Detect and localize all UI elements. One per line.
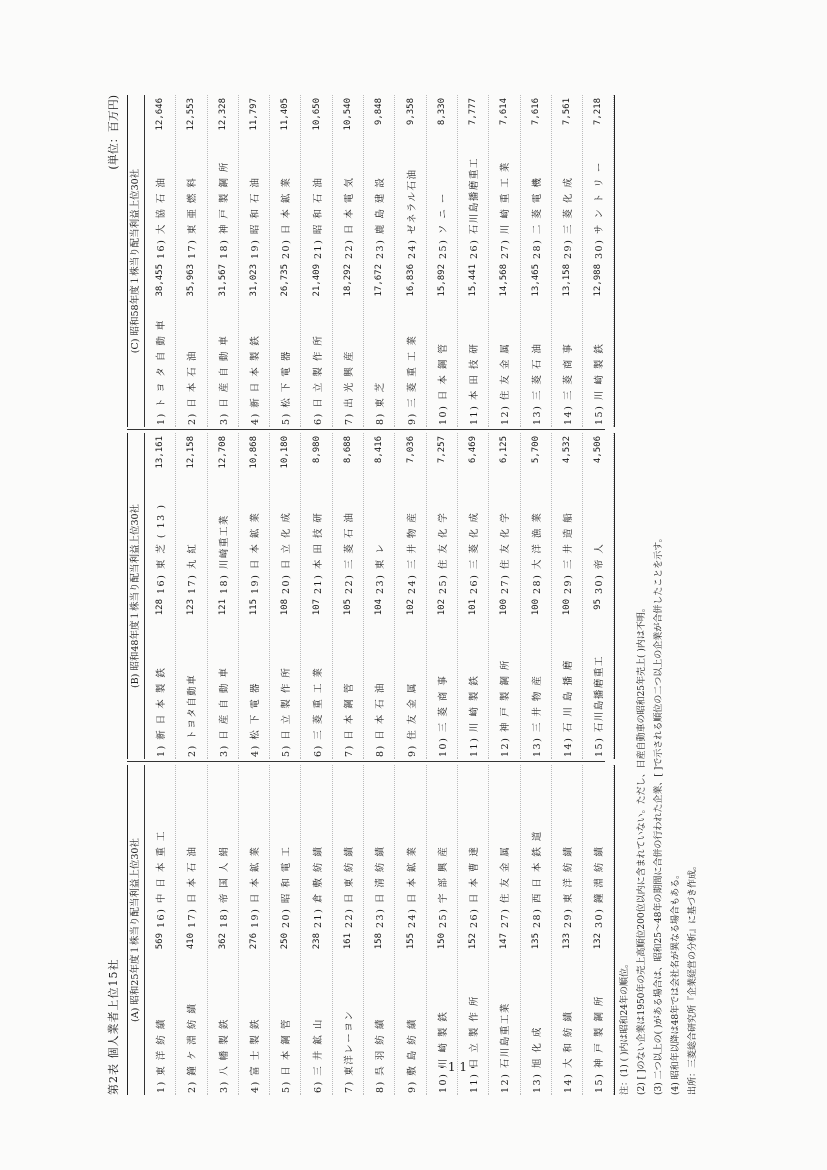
table-row (301, 433, 332, 759)
company-name: 1) ト ヨ タ 自 動 車 (156, 319, 168, 425)
table-row (395, 433, 426, 759)
company-name: 25) 住 友 化 学 (437, 511, 449, 594)
table-row (583, 433, 614, 759)
table-row (395, 95, 426, 427)
table-row (176, 433, 207, 759)
company-name: 5) 松 下 電 器 (281, 350, 293, 425)
company-name: 28) 大 洋 漁 業 (531, 511, 543, 594)
panel-header: (C) 昭和58年度１株当り配当利益上位30社 (128, 95, 145, 427)
table-row (239, 765, 270, 1095)
value: 11,405 (280, 98, 291, 131)
value: 12,988 (593, 264, 604, 297)
company-name: 15) 川 崎 製 鉄 (594, 342, 606, 425)
value: 18,292 (342, 264, 353, 297)
value: 100 (499, 599, 510, 616)
company-name: 11) 本 田 技 研 (469, 342, 481, 425)
company-name: 11) 日 立 製 作 所 (469, 995, 481, 1093)
value: 7,616 (530, 98, 541, 126)
value: 5,700 (530, 436, 541, 464)
value: 362 (217, 933, 228, 950)
table-row (521, 433, 552, 759)
value: 152 (468, 933, 479, 950)
company-name: 14) 石 川 島 播 磨 (563, 659, 574, 757)
table-row (239, 433, 270, 759)
company-name: 6) 日 立 製 作 所 (312, 334, 324, 425)
table-row (489, 765, 520, 1095)
value: 102 (436, 599, 447, 616)
company-name: 5) 日 立 製 作 所 (281, 666, 293, 757)
value: 13,158 (562, 264, 572, 297)
value: 155 (405, 933, 416, 950)
footnote: (2) [ ]のない企業は1950年の売上高順位200位以内に含まれていない。ただし、日産自動車の昭和25年売上( )内は不明。 (637, 603, 647, 1095)
company-name: 4) 新 日 本 製 鉄 (250, 334, 262, 425)
table-row (458, 433, 489, 759)
value: 6,469 (468, 436, 479, 464)
value: 4,532 (562, 436, 572, 464)
company-name: 2) 鐘 ケ 淵 紡 績 (187, 1002, 199, 1093)
company-name: 10) 三 菱 商 事 (437, 674, 449, 757)
company-name: 18) 神 戸 製 鋼 所 (218, 161, 230, 259)
panel-header: (B) 昭和48年度１株当り配当利益上位30社 (128, 433, 145, 759)
company-name: 26) 三 菱 化 成 (469, 511, 481, 594)
table-row (270, 765, 301, 1095)
value: 132 (593, 933, 604, 950)
value: 12,553 (186, 98, 197, 131)
value: 15,441 (468, 264, 479, 297)
value: 8,330 (436, 98, 447, 126)
company-name: 21) 昭 和 石 油 (312, 176, 324, 259)
value: 12,158 (186, 436, 197, 469)
table-row (270, 95, 301, 427)
value: 12,328 (217, 98, 228, 131)
company-name: 30) 鐘 淵 紡 績 (594, 845, 606, 928)
company-name: 18) 川崎重工業 (218, 514, 230, 594)
table-row (364, 433, 395, 759)
value: 14,568 (499, 264, 510, 297)
unit-label: (単位：百万円) (107, 95, 120, 170)
value: 95 (593, 599, 604, 610)
table-row (145, 433, 176, 759)
value: 7,257 (436, 436, 447, 464)
table-row (489, 433, 520, 759)
company-name: 28) 西 日 本 鉄 道 (531, 830, 543, 928)
value: 7,777 (468, 98, 479, 126)
company-name: 4) 松 下 電 器 (250, 682, 262, 757)
company-name: 21) 本 田 技 研 (312, 511, 324, 594)
value: 102 (405, 599, 416, 616)
company-name: 30) サ ン ト リ ー (594, 161, 606, 259)
company-name: 17) 東 亜 燃 料 (187, 176, 199, 259)
value: 26,735 (280, 264, 291, 297)
table-row (145, 765, 176, 1095)
value: 250 (280, 933, 291, 950)
company-name: 8) 日 本 石 油 (375, 682, 387, 757)
table-row (176, 95, 207, 427)
value: 10,540 (342, 98, 353, 131)
company-name: 1) 新 日 本 製 鉄 (156, 666, 168, 757)
table-row (552, 765, 583, 1095)
company-name: 16) 中 日 本 重 工 (156, 830, 168, 928)
value: 158 (374, 933, 385, 950)
table-row (583, 765, 614, 1095)
table-row (583, 95, 614, 427)
table-row (458, 765, 489, 1095)
value: 38,455 (155, 264, 166, 297)
company-name: 29) 三 井 造 船 (563, 511, 574, 594)
value: 135 (530, 933, 541, 950)
value: 101 (468, 599, 479, 616)
company-name: 20) 日 立 化 成 (281, 511, 293, 594)
value: 108 (280, 599, 291, 616)
table-row (364, 765, 395, 1095)
value: 8,688 (342, 436, 353, 464)
value: 21,409 (311, 264, 322, 297)
value: 31,567 (217, 264, 228, 297)
company-name: 4) 富 士 製 鉄 (250, 1018, 262, 1093)
value: 7,614 (499, 98, 510, 126)
value: 410 (186, 933, 197, 950)
value: 133 (562, 933, 572, 950)
company-name: 25) 宇 部 興 産 (437, 845, 449, 928)
company-name: 24) ゼネラル石油 (406, 168, 418, 259)
company-name: 2) トヨタ自動車 (187, 673, 199, 757)
company-name: 7) 出 光 興 産 (343, 350, 355, 425)
company-name: 27) 住 友 金 属 (500, 845, 512, 928)
value: 11,797 (249, 98, 260, 131)
panel-a (127, 765, 615, 1095)
company-name: 22) 三 菱 石 油 (343, 511, 355, 594)
company-name: 8) 東 芝 (375, 381, 387, 425)
company-name: 17) 日 本 石 油 (187, 845, 199, 928)
value: 8,416 (374, 436, 385, 464)
company-name: 18) 帝 国 人 絹 (218, 845, 230, 928)
table-row (395, 765, 426, 1095)
company-name: 23) 東 レ (375, 542, 387, 594)
value: 569 (155, 933, 166, 950)
company-name: 12) 住 友 金 属 (500, 342, 512, 425)
value: 161 (342, 933, 353, 950)
table-row (427, 433, 458, 759)
company-name: 5) 日 本 鋼 管 (281, 1018, 293, 1093)
company-name: 3) 日 産 自 動 車 (218, 666, 230, 757)
table-row (552, 95, 583, 427)
value: 8,980 (311, 436, 322, 464)
value: 12,708 (217, 436, 228, 469)
company-name: 30) 帝 人 (594, 542, 606, 594)
table-row (458, 95, 489, 427)
value: 6,125 (499, 436, 510, 464)
company-name: 23) 日 清 紡 績 (375, 845, 387, 928)
page-number: - 1 1 - (440, 1060, 475, 1074)
table-row (145, 95, 176, 427)
value: 7,218 (593, 98, 604, 126)
company-name: 3) 日 産 自 動 車 (218, 334, 230, 425)
value: 100 (562, 599, 572, 616)
value: 7,036 (405, 436, 416, 464)
company-name: 16) 東 芝 ( 13 ) (156, 503, 168, 594)
company-name: 27) 住 友 化 学 (500, 511, 512, 594)
company-name: 9) 敷 島 紡 績 (406, 1018, 418, 1093)
rotated-table-sheet (105, 95, 725, 1095)
company-name: 26) 石川島播磨重工 (469, 157, 481, 259)
company-name: 22) 日 東 紡 績 (343, 845, 355, 928)
company-name: 27) 川 崎 重 工 業 (500, 161, 512, 259)
company-name: 23) 鹿 島 建 設 (375, 176, 387, 259)
table-row (521, 95, 552, 427)
table-row (333, 433, 364, 759)
company-name: 1) 東 洋 紡 績 (156, 1018, 168, 1093)
value: 147 (499, 933, 510, 950)
company-name: 29) 三 菱 化 成 (563, 176, 574, 259)
company-name: 19) 日 本 鉱 業 (250, 511, 262, 594)
value: 31,023 (249, 264, 260, 297)
footnote: (4) 昭和年以降は48年では会社名が異なる場合もある。 (671, 869, 681, 1095)
value: 276 (249, 933, 260, 950)
value: 10,180 (280, 436, 291, 469)
company-name: 10) 川 崎 製 鉄 (437, 1010, 449, 1093)
table-row (301, 95, 332, 427)
table-row (176, 765, 207, 1095)
footnote: 注：(1) ( )内は昭和24年の順位。 (620, 959, 630, 1095)
company-name: 12) 神 戸 製 鋼 所 (500, 659, 512, 757)
table-row (208, 433, 239, 759)
table-row (489, 95, 520, 427)
value: 12,646 (155, 98, 166, 131)
value: 104 (374, 599, 385, 616)
table-row (427, 765, 458, 1095)
table-row (521, 765, 552, 1095)
value: 7,561 (562, 98, 572, 126)
company-name: 14) 大 和 紡 績 (563, 1010, 574, 1093)
company-name: 9) 三 菱 重 工 業 (406, 334, 418, 425)
value: 115 (249, 599, 260, 616)
company-name: 29) 東 洋 紡 績 (563, 845, 574, 928)
company-name: 7) 日 本 鋼 管 (343, 682, 355, 757)
footnotes (617, 533, 702, 1095)
table-row (208, 765, 239, 1095)
panel-c (127, 95, 615, 427)
company-name: 3) 八 幡 製 鉄 (218, 1018, 230, 1093)
value: 150 (436, 933, 447, 950)
company-name: 22) 日 本 電 気 (343, 176, 355, 259)
company-name: 7) 東洋レーヨン (343, 1009, 355, 1093)
value: 238 (311, 933, 322, 950)
company-name: 6) 三 井 鉱 山 (312, 1018, 324, 1093)
value: 4,506 (593, 436, 604, 464)
value: 10,868 (249, 436, 260, 469)
company-name: 13) 三 井 物 産 (531, 674, 543, 757)
company-name: 19) 昭 和 石 油 (250, 176, 262, 259)
value: 121 (217, 599, 228, 616)
column-divider (127, 429, 605, 430)
company-name: 24) 日 本 鉱 業 (406, 845, 418, 928)
company-name: 13) 三 菱 石 油 (531, 342, 543, 425)
value: 100 (530, 599, 541, 616)
value: 17,672 (374, 264, 385, 297)
company-name: 10) 日 本 鋼 管 (437, 342, 449, 425)
table-row (208, 95, 239, 427)
company-name: 13) 旭 化 成 (531, 1026, 543, 1093)
footnote: (3) 二つ以上の( )がある場合は、昭和25～48年の期間に合併の行われた企業、[ ]で示される順位の二つ以上の企業が合併したことを示す。 (654, 533, 664, 1095)
table-row (301, 765, 332, 1095)
column-divider (127, 761, 605, 762)
company-name: 8) 呉 羽 紡 績 (375, 1018, 387, 1093)
table-row (239, 95, 270, 427)
company-name: 17) 丸 紅 (187, 542, 199, 594)
table-row (333, 765, 364, 1095)
company-name: 16) 大 協 石 油 (156, 176, 168, 259)
value: 13,465 (530, 264, 541, 297)
table-title: 第2表 個人業者上位15社 (107, 958, 120, 1095)
value: 9,848 (374, 98, 385, 126)
table-row (333, 95, 364, 427)
company-name: 11) 川 崎 製 鉄 (469, 674, 481, 757)
company-name: 12) 石川島重工業 (500, 1002, 512, 1093)
company-name: 25) ソ ニ ー (437, 192, 449, 259)
company-name: 21) 倉 敷 紡 績 (312, 845, 324, 928)
company-name: 28) 二 菱 電 機 (531, 176, 543, 259)
company-name: 20) 日 本 鉱 業 (281, 176, 293, 259)
panel-header: (A) 昭和25年度１株当り配当利益上位30社 (128, 765, 145, 1095)
company-name: 9) 住 友 金 属 (406, 682, 418, 757)
value: 16,836 (405, 264, 416, 297)
value: 128 (155, 599, 166, 616)
value: 15,892 (436, 264, 447, 297)
value: 107 (311, 599, 322, 616)
company-name: 19) 日 本 鉱 業 (250, 845, 262, 928)
value: 105 (342, 599, 353, 616)
company-name: 6) 三 菱 重 工 業 (312, 666, 324, 757)
company-name: 24) 三 井 物 産 (406, 511, 418, 594)
panel-b (127, 433, 615, 759)
value: 35,963 (186, 264, 197, 297)
value: 13,161 (155, 436, 166, 469)
table-row (552, 433, 583, 759)
table-row (427, 95, 458, 427)
value: 10,650 (311, 98, 322, 131)
company-name: 15) 石川島播磨重工 (594, 655, 606, 757)
value: 9,358 (405, 98, 416, 126)
company-name: 20) 昭 和 電 工 (281, 845, 293, 928)
table-row (364, 95, 395, 427)
company-name: 2) 日 本 石 油 (187, 350, 199, 425)
table-row (270, 433, 301, 759)
company-name: 14) 三 菱 商 事 (563, 342, 574, 425)
company-name: 15) 神 戸 製 鋼 所 (594, 995, 606, 1093)
value: 123 (186, 599, 197, 616)
footnote: 出所：三菱総合研究所『企業経営の分析』に基づき作成。 (688, 860, 698, 1095)
company-name: 26) 日 本 曹 達 (469, 845, 481, 928)
